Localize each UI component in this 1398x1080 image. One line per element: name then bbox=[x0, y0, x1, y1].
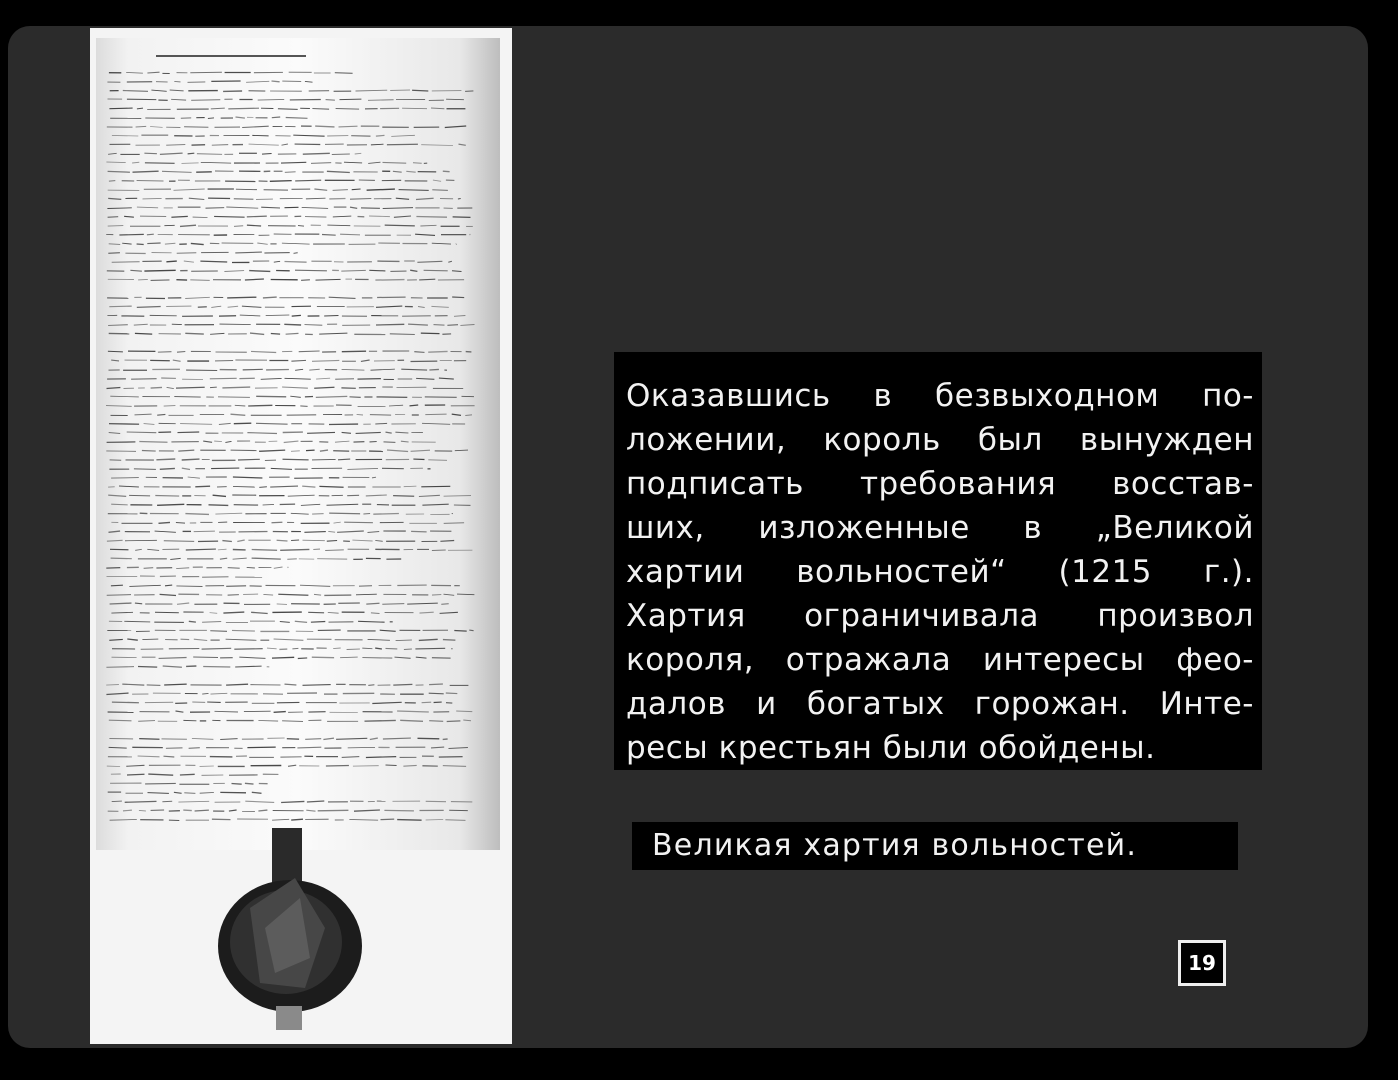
caption-block bbox=[632, 822, 1238, 870]
text-line: Оказавшись в безвыходном по- bbox=[626, 378, 1254, 414]
text-line: далов и богатых горожан. Инте- bbox=[626, 686, 1254, 722]
text-line: хартии вольностей“ (1215 г.). bbox=[626, 554, 1254, 590]
filmstrip-frame bbox=[8, 26, 1368, 1048]
text-line: короля, отражала интересы фео- bbox=[626, 642, 1254, 678]
text-line: ших, изложенные в „Великой bbox=[626, 510, 1254, 546]
caption: Великая хартия вольностей. bbox=[652, 828, 1138, 863]
text-line: подписать требования восстав- bbox=[626, 466, 1254, 502]
text-line: ресы крестьян были обойдены. bbox=[626, 730, 1156, 766]
page-number: 19 bbox=[1178, 940, 1226, 986]
main-text-block bbox=[614, 352, 1262, 770]
text-line: ложении, король был вынужден bbox=[626, 422, 1254, 458]
manuscript-photo bbox=[90, 28, 512, 1044]
text-line: Хартия ограничивала произвол bbox=[626, 598, 1254, 634]
wax-seal-icon bbox=[90, 28, 512, 1044]
